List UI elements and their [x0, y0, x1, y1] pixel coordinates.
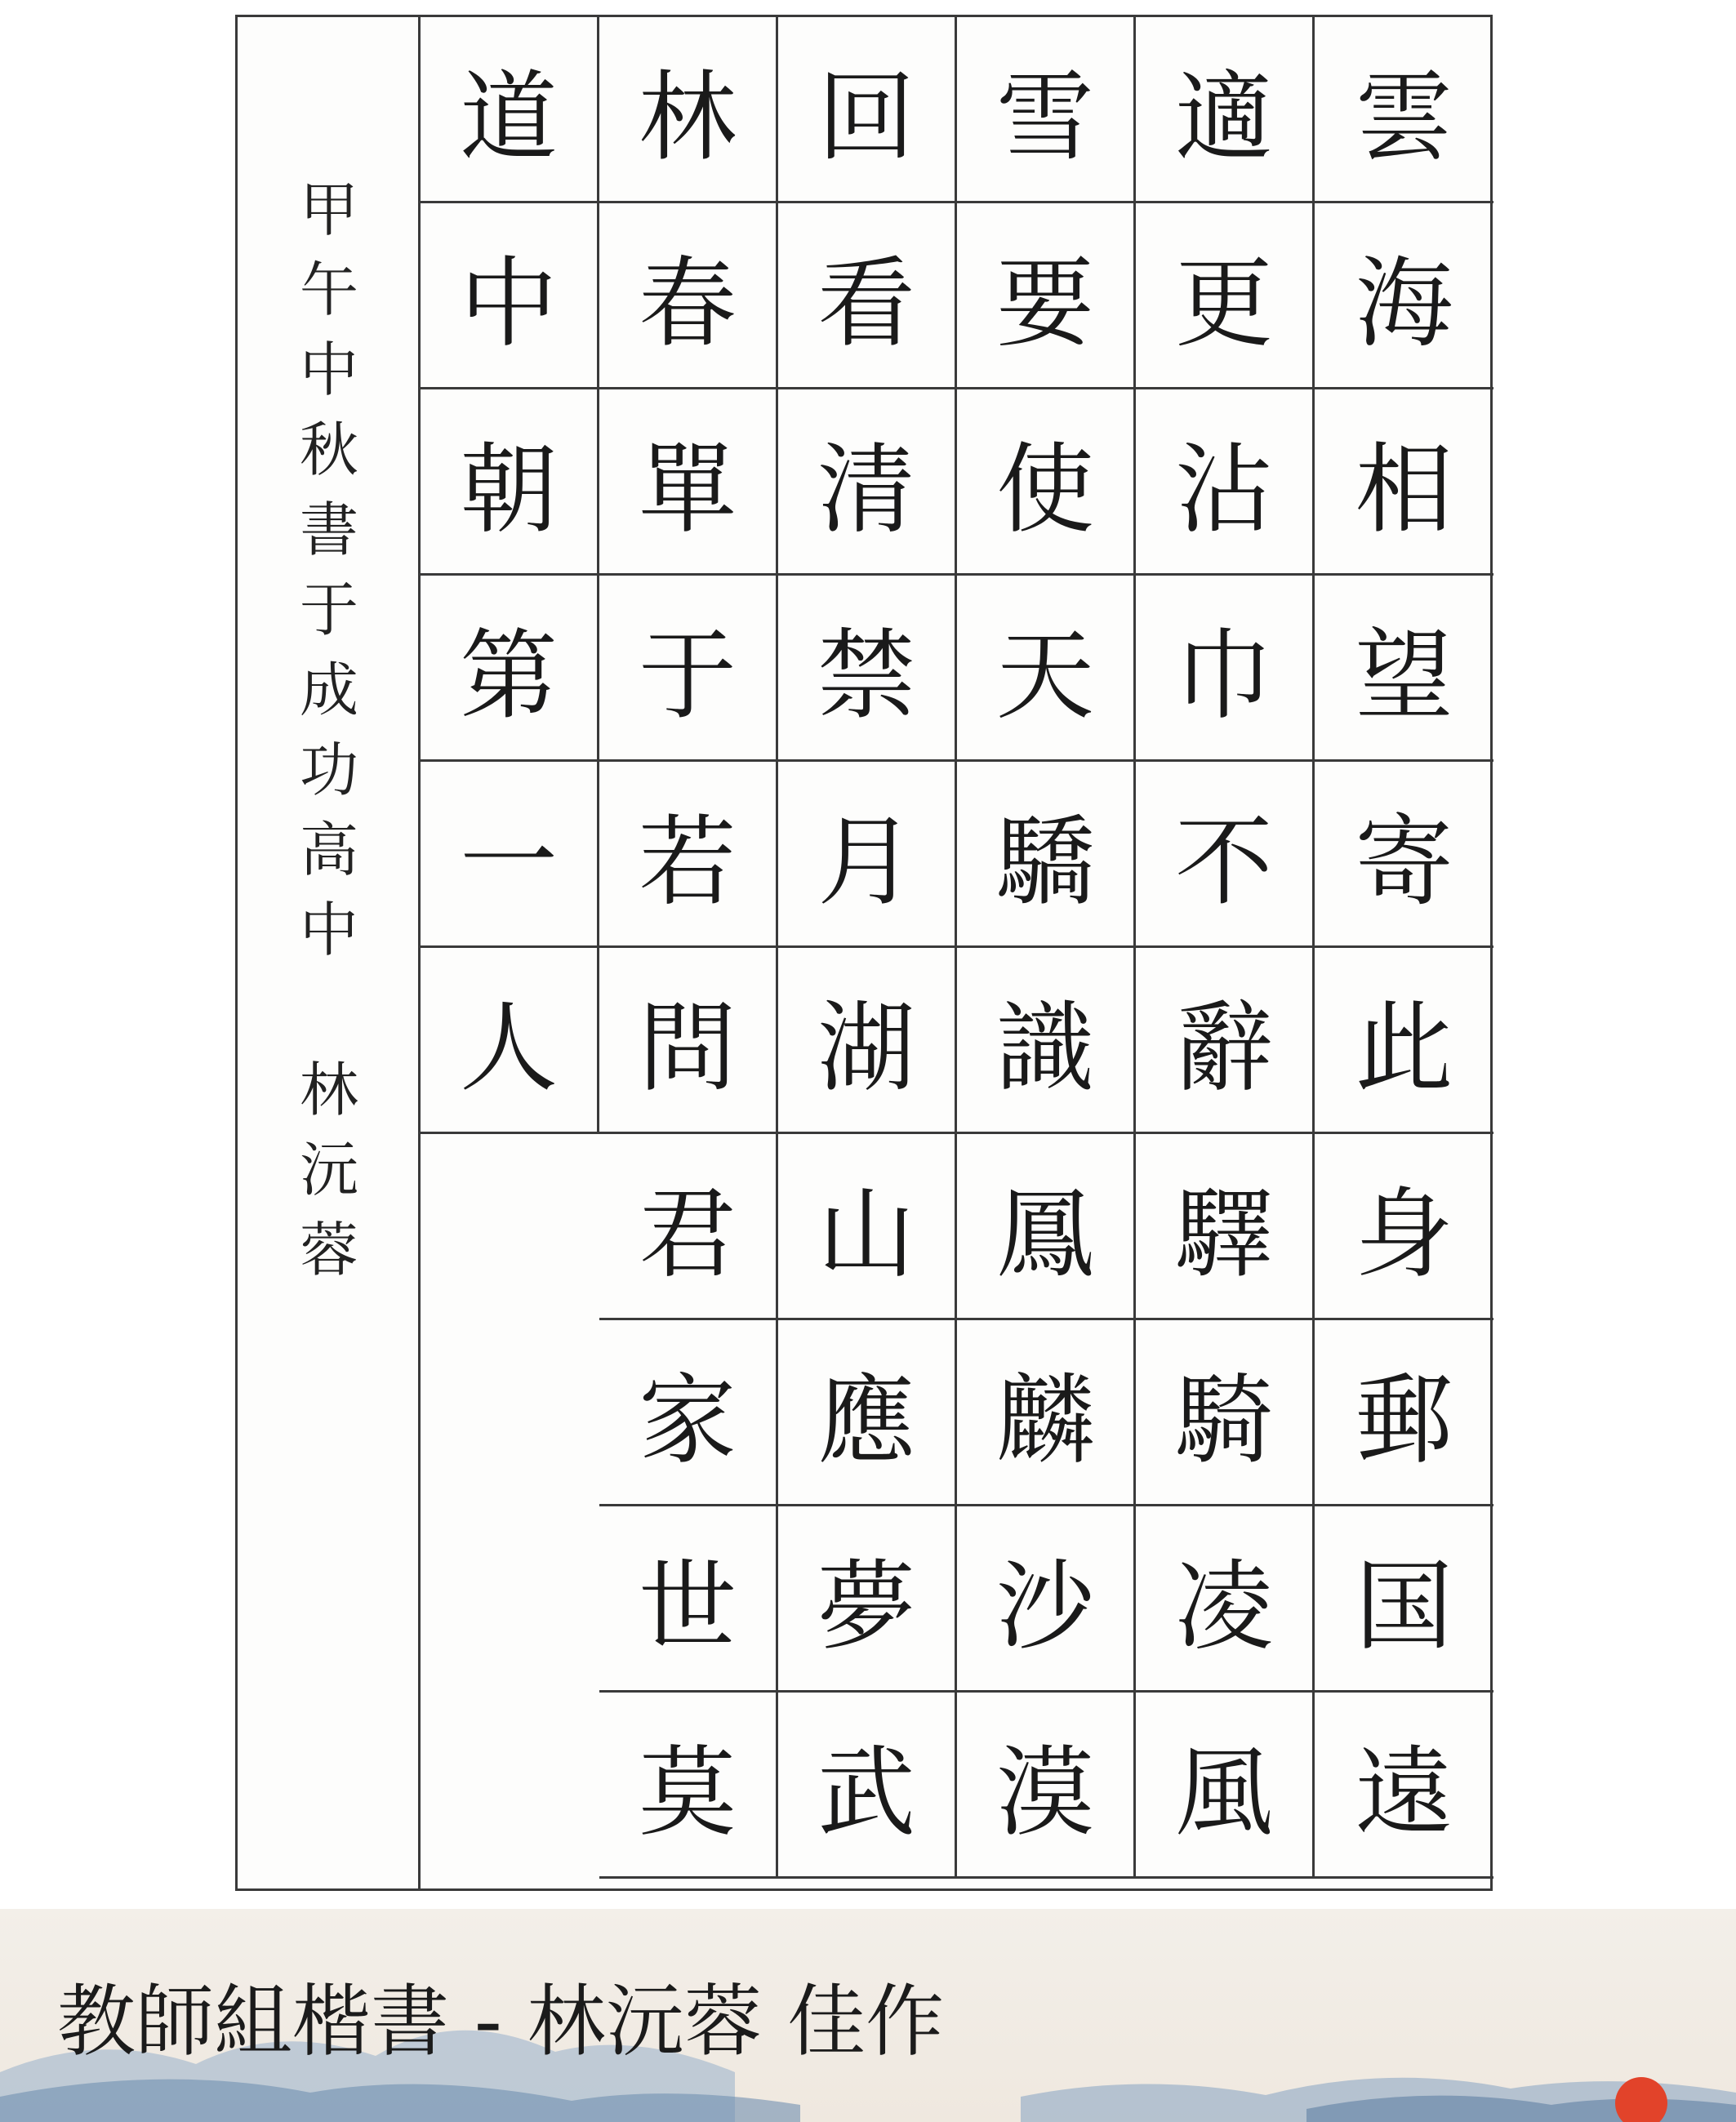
- grid-cell: 第: [421, 576, 599, 762]
- signature-char: 中: [299, 336, 358, 404]
- grid-cell: 月: [778, 762, 957, 948]
- signature-char: 成: [299, 656, 358, 724]
- grid-cell: 驛: [1136, 1134, 1315, 1320]
- signature-char: 中: [299, 896, 358, 964]
- grid-cell: 郵: [1315, 1320, 1493, 1506]
- grid-cell: 禁: [778, 576, 957, 762]
- grid-cell: 一: [421, 762, 599, 948]
- grid-cell: 凌: [1136, 1506, 1315, 1693]
- grid-cell: 遠: [1315, 1693, 1493, 1879]
- grid-cell: 身: [1315, 1134, 1493, 1320]
- grid-cell: 要: [957, 203, 1136, 389]
- grid-cell: 此: [1315, 948, 1493, 1134]
- calligraphy-sheet: [235, 15, 1493, 1891]
- signature-char: 書: [299, 496, 358, 564]
- grid-cell: 不: [1136, 762, 1315, 948]
- grid-cell: 識: [957, 948, 1136, 1134]
- grid-cell: 使: [957, 389, 1136, 576]
- grid-cell: 道: [421, 17, 599, 203]
- signature-char: 蓉: [299, 1216, 358, 1284]
- grid-cell: 適: [1136, 17, 1315, 203]
- grid-cell: 漠: [957, 1693, 1136, 1879]
- grid-cell: 湖: [778, 948, 957, 1134]
- grid-cell: 朝: [421, 389, 599, 576]
- signature-char: 功: [299, 736, 358, 804]
- grid-cell: 天: [957, 576, 1136, 762]
- grid-cell: 騎: [1136, 1320, 1315, 1506]
- grid-cell: 回: [778, 17, 957, 203]
- grid-cell: 君: [599, 1134, 778, 1320]
- grid-cell: 麟: [957, 1320, 1136, 1506]
- grid-cell: 單: [599, 389, 778, 576]
- grid-cell: 雲: [1315, 17, 1493, 203]
- signature-char: 秋: [299, 416, 358, 484]
- grid-cell: 夢: [778, 1506, 957, 1693]
- grid-cell: 沙: [957, 1506, 1136, 1693]
- grid-cell: 寄: [1315, 762, 1493, 948]
- grid-cell: 世: [599, 1506, 778, 1693]
- grid-cell: 家: [599, 1320, 778, 1506]
- grid-cell: 山: [778, 1134, 957, 1320]
- signature-char: 高: [299, 816, 358, 884]
- grid-cell: 看: [778, 203, 957, 389]
- grid-cell: 風: [1136, 1693, 1315, 1879]
- grid-cell: 中: [421, 203, 599, 389]
- grid-cell: 辭: [1136, 948, 1315, 1134]
- signature-column: [238, 17, 421, 1888]
- grid-cell: 望: [1315, 576, 1493, 762]
- grid-cell: 国: [1315, 1506, 1493, 1693]
- grid-cell: 問: [599, 948, 778, 1134]
- grid-cell: 于: [599, 576, 778, 762]
- signature-char: 甲: [299, 176, 358, 244]
- grid-cell: 雪: [957, 17, 1136, 203]
- grid-cell: 沾: [1136, 389, 1315, 576]
- grid-cell: 若: [599, 762, 778, 948]
- grid-cell: 武: [778, 1693, 957, 1879]
- grid-cell: 巾: [1136, 576, 1315, 762]
- signature-char: 林: [299, 1056, 358, 1124]
- grid-cell: 春: [599, 203, 778, 389]
- grid-cell: 林: [599, 17, 778, 203]
- grid-cell: 鳳: [957, 1134, 1136, 1320]
- grid-cell: 相: [1315, 389, 1493, 576]
- grid-cell: 驕: [957, 762, 1136, 948]
- grid-cell: 應: [778, 1320, 957, 1506]
- caption-title: 教師組楷書 - 林沅蓉 佳作: [57, 1976, 945, 2067]
- grid-cell: 莫: [599, 1693, 778, 1879]
- signature-char: 于: [299, 576, 358, 644]
- grid-cell: 清: [778, 389, 957, 576]
- grid-cell: 更: [1136, 203, 1315, 389]
- signature-char: 沅: [299, 1136, 358, 1204]
- grid-cell: 人: [421, 948, 599, 1134]
- signature-char: 午: [299, 256, 358, 324]
- grid-cell: 海: [1315, 203, 1493, 389]
